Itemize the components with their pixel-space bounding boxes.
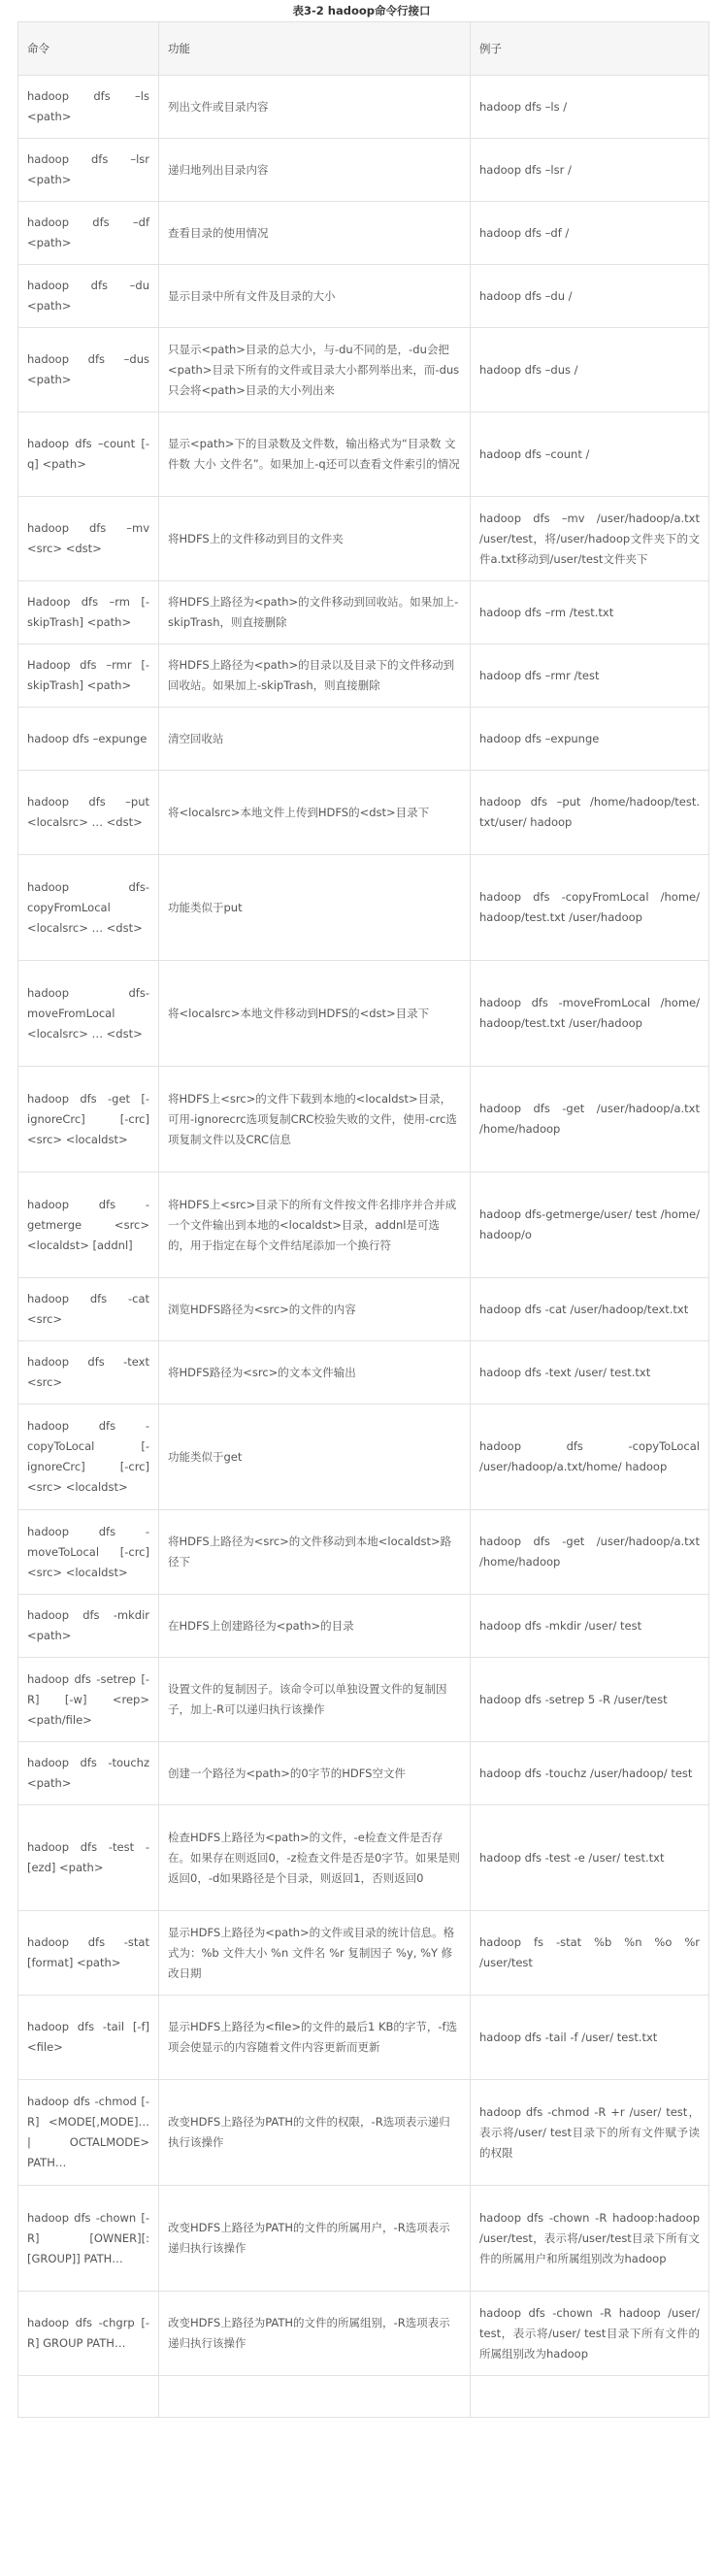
command-cell: hadoop dfs –expunge (18, 708, 159, 771)
table-row (18, 1172, 709, 1278)
table-header-row (18, 22, 709, 76)
header-example: 例子 (471, 22, 709, 76)
example-cell: hadoop dfs-getmerge/user/ test /home/ hadoop/o (471, 1172, 709, 1278)
table-row (18, 1278, 709, 1341)
example-cell: hadoop dfs -copyToLocal /user/hadoop/a.txt/home/ hadoop (471, 1404, 709, 1510)
example-cell: hadoop dfs -get /user/hadoop/a.txt /home/hadoop (471, 1510, 709, 1595)
command-cell: hadoop dfs -chown [-R] [OWNER][:[GROUP]] PATH… (18, 2186, 159, 2292)
function-cell: 将HDFS上<src>的文件下载到本地的<localdst>目录，可用-ignorecrc选项复制CRC校验失败的文件，使用-crc选项复制文件以及CRC信息 (159, 1067, 471, 1172)
table-row (18, 644, 709, 708)
table-caption: 表3-2 hadoop命令行接口 (292, 4, 431, 17)
command-cell: Hadoop dfs –rmr [-skipTrash] <path> (18, 644, 159, 708)
table-row (18, 708, 709, 771)
function-cell: 将HDFS路径为<src>的文本文件输出 (159, 1341, 471, 1404)
example-cell: hadoop fs -stat %b %n %o %r /user/test (471, 1911, 709, 1996)
command-cell (18, 2376, 159, 2418)
command-cell: hadoop dfs –lsr <path> (18, 139, 159, 202)
table-row (18, 76, 709, 139)
example-cell: hadoop dfs –lsr / (471, 139, 709, 202)
table-row (18, 1510, 709, 1595)
command-cell: hadoop dfs –count [-q] <path> (18, 413, 159, 497)
function-cell: 在HDFS上创建路径为<path>的目录 (159, 1595, 471, 1658)
command-cell: hadoop dfs-moveFromLocal <localsrc> … <dst> (18, 961, 159, 1067)
example-cell: hadoop dfs -tail -f /user/ test.txt (471, 1996, 709, 2080)
example-cell: hadoop dfs –count / (471, 413, 709, 497)
example-cell: hadoop dfs –df / (471, 202, 709, 265)
function-cell: 功能类似于put (159, 855, 471, 961)
function-cell: 将HDFS上路径为<src>的文件移动到本地<localdst>路径下 (159, 1510, 471, 1595)
table-row (18, 1742, 709, 1805)
example-cell: hadoop dfs –ls / (471, 76, 709, 139)
table-row (18, 139, 709, 202)
command-cell: hadoop dfs –dus <path> (18, 328, 159, 413)
example-cell: hadoop dfs -chown -R hadoop /user/ test，表示将/user/ test目录下所有文件的所属组别改为hadoop (471, 2292, 709, 2376)
function-cell: 显示<path>下的目录数及文件数，输出格式为“目录数 文件数 大小 文件名”。如果加上-q还可以查看文件索引的情况 (159, 413, 471, 497)
function-cell: 递归地列出目录内容 (159, 139, 471, 202)
table-body (18, 76, 709, 2418)
header-command: 命令 (18, 22, 159, 76)
function-cell: 功能类似于get (159, 1404, 471, 1510)
command-cell: hadoop dfs –put <localsrc> … <dst> (18, 771, 159, 855)
example-cell: hadoop dfs –rmr /test (471, 644, 709, 708)
command-cell: hadoop dfs -chmod [-R] <MODE[,MODE]… | OCTALMODE> PATH… (18, 2080, 159, 2186)
table-row (18, 2186, 709, 2292)
table-row (18, 202, 709, 265)
table-row (18, 2292, 709, 2376)
table-row (18, 497, 709, 581)
hadoop-command-table (17, 21, 709, 2418)
command-cell: Hadoop dfs –rm [-skipTrash] <path> (18, 581, 159, 644)
function-cell: 改变HDFS上路径为PATH的文件的所属组别，-R选项表示递归执行该操作 (159, 2292, 471, 2376)
table-row (18, 1911, 709, 1996)
function-cell: 显示HDFS上路径为<path>的文件或目录的统计信息。格式为：%b 文件大小 %n 文件名 %r 复制因子 %y, %Y 修改日期 (159, 1911, 471, 1996)
function-cell: 将<localsrc>本地文件上传到HDFS的<dst>目录下 (159, 771, 471, 855)
function-cell: 将HDFS上路径为<path>的目录以及目录下的文件移动到回收站。如果加上-skipTrash，则直接删除 (159, 644, 471, 708)
example-cell: hadoop dfs -get /user/hadoop/a.txt /home/hadoop (471, 1067, 709, 1172)
function-cell: 改变HDFS上路径为PATH的文件的权限，-R选项表示递归执行该操作 (159, 2080, 471, 2186)
table-row (18, 961, 709, 1067)
command-cell: hadoop dfs –mv <src> <dst> (18, 497, 159, 581)
command-cell: hadoop dfs -mkdir <path> (18, 1595, 159, 1658)
command-cell: hadoop dfs -setrep [-R] [-w] <rep> <path/file> (18, 1658, 159, 1742)
command-cell: hadoop dfs -getmerge <src> <localdst> [addnl] (18, 1172, 159, 1278)
table-row (18, 1805, 709, 1911)
example-cell: hadoop dfs –put /home/hadoop/test. txt/user/ hadoop (471, 771, 709, 855)
function-cell: 显示目录中所有文件及目录的大小 (159, 265, 471, 328)
command-cell: hadoop dfs -get [-ignoreCrc] [-crc] <src> <localdst> (18, 1067, 159, 1172)
table-row (18, 1404, 709, 1510)
command-cell: hadoop dfs -touchz <path> (18, 1742, 159, 1805)
table-row (18, 1658, 709, 1742)
example-cell: hadoop dfs –mv /user/hadoop/a.txt /user/test，将/user/hadoop文件夹下的文件a.txt移动到/user/test文件夹下 (471, 497, 709, 581)
command-cell: hadoop dfs -stat [format] <path> (18, 1911, 159, 1996)
command-cell: hadoop dfs-copyFromLocal <localsrc> … <dst> (18, 855, 159, 961)
command-cell: hadoop dfs -test -[ezd] <path> (18, 1805, 159, 1911)
function-cell (159, 2376, 471, 2418)
function-cell: 显示HDFS上路径为<file>的文件的最后1 KB的字节，-f选项会使显示的内容随着文件内容更新而更新 (159, 1996, 471, 2080)
function-cell: 改变HDFS上路径为PATH的文件的所属用户，-R选项表示递归执行该操作 (159, 2186, 471, 2292)
example-cell (471, 2376, 709, 2418)
function-cell: 将HDFS上<src>目录下的所有文件按文件名排序并合并成一个文件输出到本地的<localdst>目录，addnl是可选的，用于指定在每个文件结尾添加一个换行符 (159, 1172, 471, 1278)
table-row (18, 1341, 709, 1404)
command-cell: hadoop dfs –ls <path> (18, 76, 159, 139)
function-cell: 创建一个路径为<path>的0字节的HDFS空文件 (159, 1742, 471, 1805)
table-row (18, 1067, 709, 1172)
example-cell: hadoop dfs -setrep 5 -R /user/test (471, 1658, 709, 1742)
command-cell: hadoop dfs –du <path> (18, 265, 159, 328)
example-cell: hadoop dfs -moveFromLocal /home/ hadoop/test.txt /user/hadoop (471, 961, 709, 1067)
command-cell: hadoop dfs -cat <src> (18, 1278, 159, 1341)
table-row (18, 413, 709, 497)
table-row (18, 1595, 709, 1658)
function-cell: 查看目录的使用情况 (159, 202, 471, 265)
function-cell: 将<localsrc>本地文件移动到HDFS的<dst>目录下 (159, 961, 471, 1067)
example-cell: hadoop dfs -chmod -R +r /user/ test，表示将/user/ test目录下的所有文件赋予读的权限 (471, 2080, 709, 2186)
example-cell: hadoop dfs -copyFromLocal /home/ hadoop/test.txt /user/hadoop (471, 855, 709, 961)
command-cell: hadoop dfs -copyToLocal [-ignoreCrc] [-crc] <src> <localdst> (18, 1404, 159, 1510)
function-cell: 列出文件或目录内容 (159, 76, 471, 139)
example-cell: hadoop dfs –du / (471, 265, 709, 328)
table-row (18, 855, 709, 961)
table-row (18, 265, 709, 328)
example-cell: hadoop dfs –rm /test.txt (471, 581, 709, 644)
example-cell: hadoop dfs -test -e /user/ test.txt (471, 1805, 709, 1911)
function-cell: 将HDFS上的文件移动到目的文件夹 (159, 497, 471, 581)
table-row (18, 1996, 709, 2080)
example-cell: hadoop dfs -text /user/ test.txt (471, 1341, 709, 1404)
function-cell: 将HDFS上路径为<path>的文件移动到回收站。如果加上-skipTrash，则直接删除 (159, 581, 471, 644)
command-cell: hadoop dfs -text <src> (18, 1341, 159, 1404)
header-function: 功能 (159, 22, 471, 76)
function-cell: 只显示<path>目录的总大小，与-du不同的是，-du会把<path>目录下所有的文件或目录大小都列举出来，而-dus只会将<path>目录的大小列出来 (159, 328, 471, 413)
table-row (18, 771, 709, 855)
example-cell: hadoop dfs -cat /user/hadoop/text.txt (471, 1278, 709, 1341)
example-cell: hadoop dfs -chown -R hadoop:hadoop /user/test，表示将/user/test目录下所有文件的所属用户和所属组别改为hadoop (471, 2186, 709, 2292)
command-cell: hadoop dfs -chgrp [-R] GROUP PATH… (18, 2292, 159, 2376)
example-cell: hadoop dfs -mkdir /user/ test (471, 1595, 709, 1658)
example-cell: hadoop dfs –dus / (471, 328, 709, 413)
table-row (18, 328, 709, 413)
function-cell: 设置文件的复制因子。该命令可以单独设置文件的复制因子，加上-R可以递归执行该操作 (159, 1658, 471, 1742)
command-cell: hadoop dfs –df <path> (18, 202, 159, 265)
command-cell: hadoop dfs -tail [-f] <file> (18, 1996, 159, 2080)
table-row (18, 581, 709, 644)
function-cell: 浏览HDFS路径为<src>的文件的内容 (159, 1278, 471, 1341)
table-row (18, 2376, 709, 2418)
example-cell: hadoop dfs -touchz /user/hadoop/ test (471, 1742, 709, 1805)
table-row (18, 2080, 709, 2186)
command-cell: hadoop dfs -moveToLocal [-crc] <src> <localdst> (18, 1510, 159, 1595)
example-cell: hadoop dfs –expunge (471, 708, 709, 771)
function-cell: 清空回收站 (159, 708, 471, 771)
function-cell: 检查HDFS上路径为<path>的文件，-e检查文件是否存在。如果存在则返回0，-z检查文件是否是0字节。如果是则返回0，-d如果路径是个目录，则返回1，否则返回0 (159, 1805, 471, 1911)
